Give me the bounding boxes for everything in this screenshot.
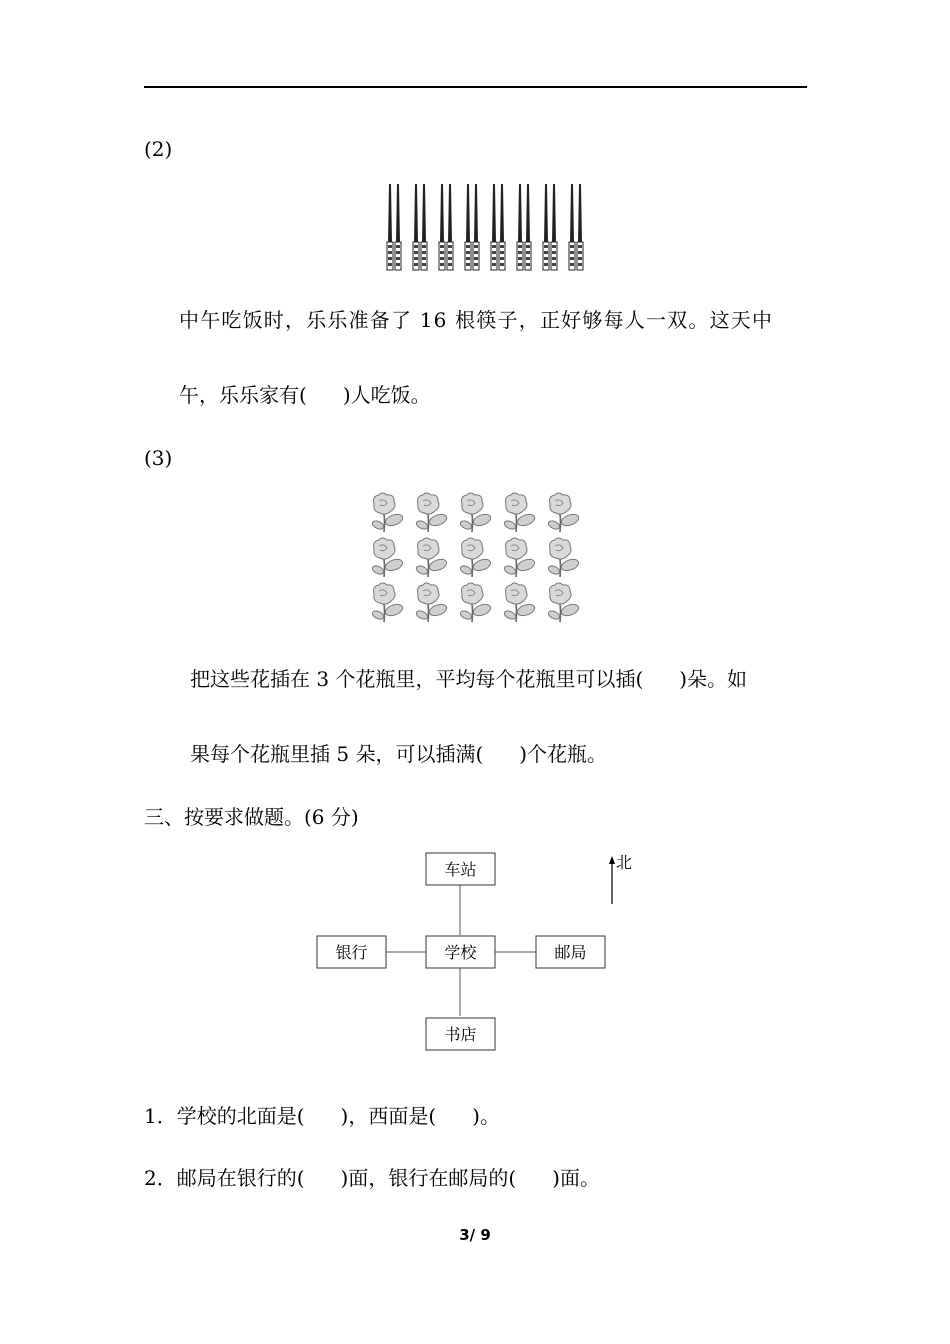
q3-text-line1-start: 把这些花插在 3 个花瓶里，平均每个花瓶里可以插( — [190, 667, 644, 691]
page-number: 3/ 9 — [459, 1226, 491, 1244]
flower-icon — [459, 493, 492, 532]
q3-label: (3) — [144, 446, 173, 470]
question-2-text-c: )面。 — [552, 1166, 600, 1190]
chopsticks-illustration — [386, 184, 592, 274]
map-label-bank: 银行 — [335, 943, 368, 962]
chopstick — [421, 184, 427, 270]
flower-icon — [503, 583, 536, 622]
chopstick — [543, 184, 549, 270]
chopstick — [551, 184, 557, 270]
q2-text-line1: 中午吃饭时，乐乐准备了 16 根筷子，正好够每人一双。这天中 — [179, 308, 774, 332]
question-1-text-c: )。 — [472, 1104, 500, 1128]
flowers-illustration — [366, 490, 588, 628]
question-1-text-b: )，西面是( — [340, 1104, 437, 1128]
flower-icon — [415, 538, 448, 577]
flower-icon — [459, 538, 492, 577]
flower-icon — [415, 583, 448, 622]
flower-icon — [415, 493, 448, 532]
flower-icon — [503, 493, 536, 532]
question-2-text-a: 邮局在银行的( — [176, 1166, 305, 1190]
direction-map — [310, 848, 640, 1054]
map-label-post-office: 邮局 — [554, 943, 587, 962]
chopstick — [395, 184, 401, 270]
question-1-number: 1． — [144, 1104, 177, 1128]
q3-text-line1 — [190, 667, 747, 691]
chopstick — [525, 184, 531, 270]
map-label-bookstore: 书店 — [444, 1025, 477, 1044]
map-box-station — [426, 853, 495, 885]
q3-text-line2-start: 果每个花瓶里插 5 朵，可以插满( — [190, 742, 484, 766]
q3-text-line2 — [190, 742, 607, 766]
question-2-text-b: )面，银行在邮局的( — [340, 1166, 517, 1190]
question-2-number: 2． — [144, 1166, 177, 1190]
map-box-bookstore — [426, 1018, 495, 1050]
chopstick — [491, 184, 497, 270]
chopstick — [569, 184, 575, 270]
map-label-station: 车站 — [444, 860, 477, 879]
q2-label: (2) — [144, 137, 173, 161]
question-1 — [144, 1104, 500, 1128]
flower-icon — [547, 493, 580, 532]
flower-icon — [503, 538, 536, 577]
chopstick — [387, 184, 393, 270]
chopstick — [499, 184, 505, 270]
chopstick — [517, 184, 523, 270]
q2-text-line2-start: 午，乐乐家有( — [179, 383, 307, 407]
north-arrow-icon — [609, 853, 632, 904]
flower-icon — [371, 493, 404, 532]
q2-text-line2-end: )人吃饭。 — [342, 383, 431, 407]
question-2 — [144, 1166, 600, 1190]
chopstick — [577, 184, 583, 270]
chopstick — [413, 184, 419, 270]
chopstick — [465, 184, 471, 270]
map-label-school: 学校 — [444, 943, 477, 962]
flower-icon — [371, 538, 404, 577]
question-1-text-a: 学校的北面是( — [176, 1104, 305, 1128]
flower-icon — [547, 538, 580, 577]
header-rule — [144, 86, 807, 88]
map-box-post-office — [536, 936, 605, 968]
north-label: 北 — [616, 853, 633, 872]
flower-icon — [371, 583, 404, 622]
chopstick — [473, 184, 479, 270]
section3-title: 三、按要求做题。(6 分) — [144, 805, 359, 829]
q2-text-line2 — [179, 383, 431, 407]
flower-icon — [459, 583, 492, 622]
chopstick — [447, 184, 453, 270]
map-box-school — [426, 936, 495, 968]
map-box-bank — [317, 936, 386, 968]
q3-text-line2-end: )个花瓶。 — [519, 742, 608, 766]
flower-icon — [547, 583, 580, 622]
chopstick — [439, 184, 445, 270]
q3-text-line1-end: )朵。如 — [679, 667, 748, 691]
